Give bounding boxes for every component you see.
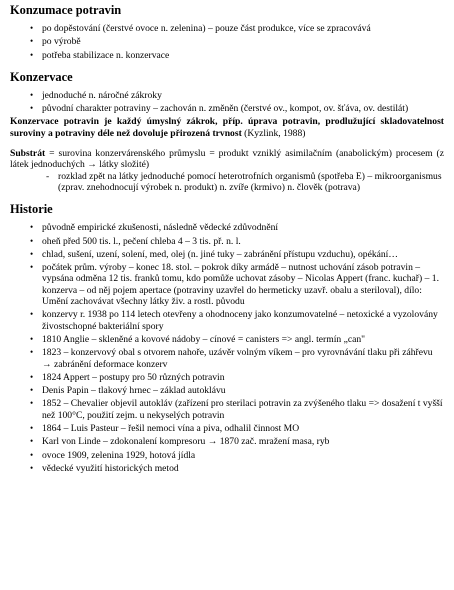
section-heading-konzervace: Konzervace xyxy=(10,69,73,84)
list-item: • původně empirické zkušenosti, následně vědecké zdůvodnění xyxy=(10,222,444,233)
definition-paragraph xyxy=(10,116,444,139)
section-heading-historie: Historie xyxy=(10,202,53,217)
substrat-dash-list xyxy=(10,171,444,194)
list-item: • počátek prům. výroby – konec 18. stol. – pokrok díky armádě – nutnost uchování zásob potravin – vypsána odměna 12 tis. franků tomu, kdo pomůže uchovat zásoby – Nicolas Appert (franc. kuchař) – 1. konzerva – od něj pojem apertace (potraviny uzavřel do hermeticky uzavř. obalu a steriloval), dílo: Umění zachovávat všechny látky živ. a rostl. původu xyxy=(10,262,444,307)
list-item: • 1823 – konzervový obal s otvorem nahoře, uzávěr volným víkem – pro vyrovnávání tlaku při záhřevu → zabránění deformace konzerv xyxy=(10,347,444,370)
list-item: • 1810 Anglie – skleněné a kovové nádoby – cínové = canisters => angl. termín „can" xyxy=(10,334,444,345)
list-item: • vědecké využití historických metod xyxy=(10,463,444,474)
definition-source: (Kyzlink, 1988) xyxy=(244,127,306,139)
list-item: • potřeba stabilizace n. konzervace xyxy=(10,50,444,61)
substrat-text: = surovina konzervárenského průmyslu = produkt vzniklý asimilačním (anabolickým) procesem (z látek jednoduchých → látky složité) xyxy=(10,148,444,171)
list-item: • konzervy r. 1938 po 114 letech otevřeny a ohodnoceny jako konzumovatelné – netoxické a vyzolovány živostschopné bakteriální spory xyxy=(10,309,444,332)
list-item: • původní charakter potraviny – zachován n. změněn (čerstvé ov., kompot, ov. šťáva, ov. destilát) xyxy=(10,103,444,114)
substrat-label: Substrát xyxy=(10,148,46,160)
list-item: • Denis Papin – tlakový hrnec – základ autoklávu xyxy=(10,385,444,396)
list-item: • oheň před 500 tis. l., pečení chleba 4 – 3 tis. př. n. l. xyxy=(10,236,444,247)
list-item: • 1864 – Luis Pasteur – řešil nemoci vína a piva, odhalil činnost MO xyxy=(10,423,444,434)
definition-bold: Konzervace potravin je každý úmyslný zákrok, příp. úprava potravin, prodlužující skladovatelnost suroviny a potraviny déle než dovoluje přirozená trvnost xyxy=(10,116,444,139)
list-item: • jednoduché n. náročné zákroky xyxy=(10,90,444,101)
list-item: • 1824 Appert – postupy pro 50 různých potravin xyxy=(10,372,444,383)
list-item: - rozklad zpět na látky jednoduché pomocí heterotrofních organismů (spotřeba E) – mikroorganismus (zprav. znehodnocují výrobek n. produkt) n. zvíře (krmivo) n. člověk (potrava) xyxy=(10,171,444,194)
spacer xyxy=(10,139,444,148)
list-item: • Karl von Linde – zdokonalení kompresoru → 1870 zač. mražení masa, ryb xyxy=(10,436,444,447)
konzervace-list xyxy=(10,90,444,115)
list-item: • ovoce 1909, zelenina 1929, hotová jídla xyxy=(10,450,444,461)
konzumace-list xyxy=(10,23,444,61)
substrat-paragraph xyxy=(10,148,444,171)
list-item: • po dopěstování (čerstvé ovoce n. zelenina) – pouze část produkce, více se zpracovává xyxy=(10,23,444,34)
list-item: • po výrobě xyxy=(10,36,444,47)
list-item: • chlad, sušení, uzení, solení, med, olej (n. jiné tuky – zabránění přístupu vzduchu), opékání… xyxy=(10,249,444,260)
historie-list xyxy=(10,222,444,474)
list-item: • 1852 – Chevalier objevil autokláv (zařízení pro sterilaci potravin za zvýšeného tlaku => dosažení t vyšší než 100°C, použití zejm. u nekyselých potravin xyxy=(10,398,444,421)
section-heading-konzumace: Konzumace potravin xyxy=(10,3,122,17)
